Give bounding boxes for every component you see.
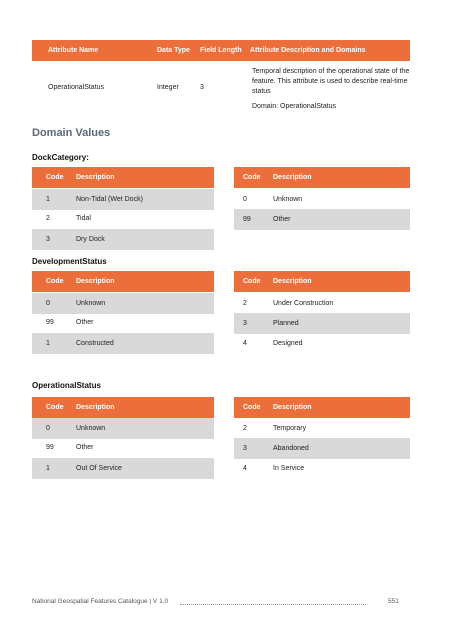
code-cell: 99 xyxy=(46,444,54,451)
code-cell: 3 xyxy=(243,445,247,452)
header-field-length: Field Length xyxy=(200,47,242,54)
code-cell: 2 xyxy=(243,425,247,432)
code-cell: 0 xyxy=(243,196,247,203)
col-code: Code xyxy=(46,174,64,181)
description-cell: Constructed xyxy=(76,340,114,347)
table-row xyxy=(32,458,214,479)
code-cell: 2 xyxy=(46,215,50,222)
table-row xyxy=(234,313,410,334)
description-cell: In Service xyxy=(273,465,305,472)
table-row xyxy=(32,418,214,439)
description-cell: Unknown xyxy=(76,300,106,307)
col-description: Description xyxy=(76,174,115,181)
code-cell: 3 xyxy=(243,320,247,327)
description-cell: Temporary xyxy=(273,425,307,432)
code-cell: 1 xyxy=(46,465,50,472)
code-cell: 99 xyxy=(243,216,251,223)
table-row xyxy=(32,333,214,354)
attribute-description: Temporal description of the operational state of the feature. This attribute is used to describe real-time status xyxy=(252,68,410,95)
code-cell: 3 xyxy=(46,236,50,243)
code-cell: 99 xyxy=(46,319,54,326)
description-cell: Unknown xyxy=(273,196,303,203)
description-cell: Other xyxy=(76,319,94,326)
footer-title: National Geospatial Features Catalogue | V 1.0 xyxy=(32,598,169,605)
code-cell: 2 xyxy=(243,300,247,307)
header-attribute-description: Attribute Description and Domains xyxy=(250,47,366,54)
section-title-dockcategory: DockCategory: xyxy=(32,153,89,162)
description-cell: Dry Dock xyxy=(76,236,105,243)
section-title-operationalstatus: OperationalStatus xyxy=(32,381,101,390)
description-cell: Non-Tidal (Wet Dock) xyxy=(76,196,143,203)
col-description: Description xyxy=(273,174,312,181)
description-cell: Designed xyxy=(273,340,303,347)
table-row xyxy=(234,438,410,459)
table-row xyxy=(32,229,214,250)
col-description: Description xyxy=(273,404,312,411)
code-cell: 1 xyxy=(46,340,50,347)
description-cell: Out Of Service xyxy=(76,465,122,472)
attribute-name: OperationalStatus xyxy=(48,84,105,91)
description-cell: Other xyxy=(273,216,291,223)
domain-values-title: Domain Values xyxy=(32,127,111,139)
header-attribute-name: Attribute Name xyxy=(48,47,99,54)
col-description: Description xyxy=(76,278,115,285)
col-code: Code xyxy=(243,404,261,411)
col-code: Code xyxy=(46,278,64,285)
col-code: Code xyxy=(46,404,64,411)
description-cell: Abandoned xyxy=(273,445,309,452)
attribute-domain: Domain: OperationalStatus xyxy=(252,103,337,110)
code-cell: 0 xyxy=(46,300,50,307)
description-cell: Planned xyxy=(273,320,299,327)
description-cell: Unknown xyxy=(76,425,106,432)
header-data-type: Data Type xyxy=(157,47,190,54)
code-cell: 4 xyxy=(243,340,247,347)
page-number: 551 xyxy=(388,598,399,605)
footer-dotted-leader xyxy=(180,604,366,605)
section-title-developmentstatus: DevelopmentStatus xyxy=(32,257,107,266)
description-cell: Tidal xyxy=(76,215,91,222)
attribute-type: Integer xyxy=(157,84,179,91)
attribute-length: 3 xyxy=(200,84,204,91)
description-cell: Under Construction xyxy=(273,300,334,307)
table-row xyxy=(234,209,410,230)
description-cell: Other xyxy=(76,444,94,451)
code-cell: 4 xyxy=(243,465,247,472)
col-description: Description xyxy=(76,404,115,411)
col-code: Code xyxy=(243,278,261,285)
col-description: Description xyxy=(273,278,312,285)
col-code: Code xyxy=(243,174,261,181)
code-cell: 1 xyxy=(46,196,50,203)
code-cell: 0 xyxy=(46,425,50,432)
table-row xyxy=(32,293,214,314)
